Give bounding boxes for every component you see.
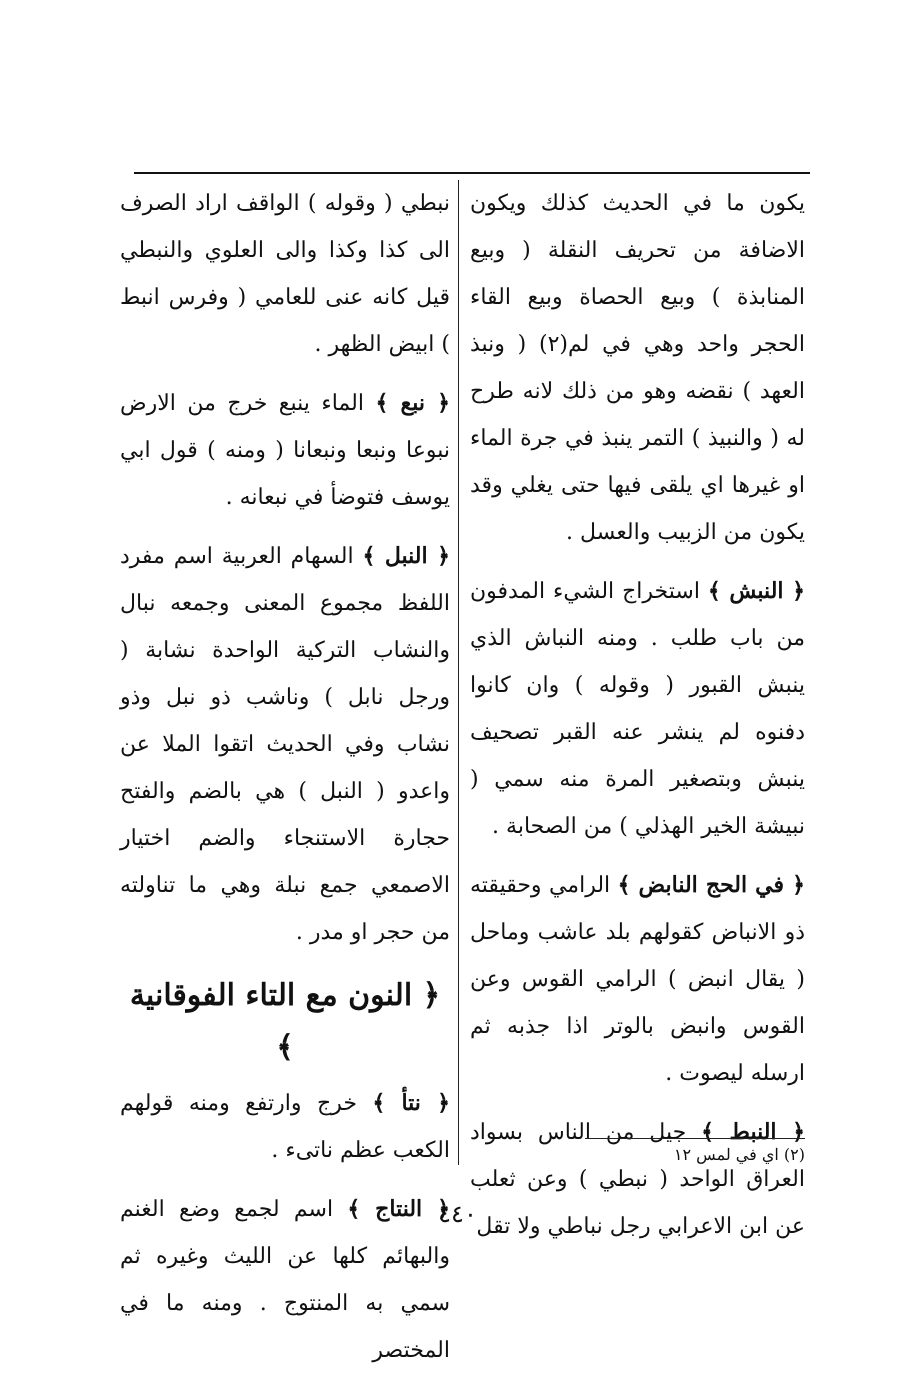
entry-paragraph <box>120 180 450 368</box>
entry-paragraph <box>120 1080 450 1174</box>
entry-headword: ﴿ في الحج النابض ﴾ <box>617 872 805 898</box>
section-heading: ﴿ النون مع التاء الفوقانية ﴾ <box>129 978 441 1065</box>
entry-text: الماء ينبع خرج من الارض نبوعا ونبعا ونبعانا ( ومنه ) قول ابي يوسف فتوضأ في نبعانه . <box>120 391 450 510</box>
column-divider <box>458 180 459 1165</box>
entry-headword: ﴿ النبش ﴾ <box>707 578 805 604</box>
entry-paragraph <box>120 380 450 521</box>
entry-paragraph <box>120 533 450 956</box>
entry-headword: ﴿ النتاج ﴾ <box>347 1196 450 1222</box>
entry-text: السهام العربية اسم مفرد اللفظ مجموع المعنى وجمعه نبال والنشاب التركية الواحدة نشابة ( ورجل نابل ) وناشب ذو نبل وذو نشاب وفي الحديث اتقوا الملا عن واعدو ( النبل ) هي بالضم والفتح حجارة الاستنجاء والضم اختيار الاصمعي جمع نبلة وهي ما تناولته من حجر او مدر . <box>120 544 450 945</box>
entry-text: يكون ما في الحديث كذلك ويكون الاضافة من تحريف النقلة ( وبيع المنابذة ) وبيع الحصاة وبيع القاء الحجر واحد وهي في لم(٢) ( ونبذ العهد ) نقضه وهو من ذلك لانه طرح له ( والنبيذ ) التمر ينبذ في جرة الماء او غيرها اي يلقى فيها حتى يغلي وقد يكون من الزبيب والعسل . <box>470 191 805 545</box>
entry-headword: ﴿ نبع ﴾ <box>375 390 450 416</box>
entry-text: اسم لجمع وضع الغنم والبهائم كلها عن الليث وغيره ثم سمي به المنتوج . ومنه ما في المختصر <box>120 1197 450 1363</box>
footnote: (٢) اي في لمس ١٢ <box>673 1145 805 1164</box>
header-rule <box>134 172 810 174</box>
right-column <box>470 180 805 1250</box>
entry-text: جيل من الناس بسواد العراق الواحد ( نبطي ) وعن ثعلب عن ابن الاعرابي رجل نباطي ولا تقل <box>470 1120 805 1239</box>
left-column <box>120 180 450 1374</box>
entry-text: نبطي ( وقوله ) الواقف اراد الصرف الى كذا وكذا والى العلوي والنبطي قيل كانه عنى للعامي ( وفرس انبط ) ابيض الظهر . <box>120 191 450 357</box>
footnote-rule <box>585 1138 805 1139</box>
entry-text: الرامي وحقيقته ذو الانباض كقولهم بلد عاشب وماحل ( يقال انبض ) الرامي القوس وعن القوس وانبض بالوتر اذا جذبه ثم ارسله ليصوت . <box>470 873 805 1086</box>
entry-paragraph <box>470 180 805 556</box>
entry-paragraph <box>470 862 805 1097</box>
entry-text: خرج وارتفع ومنه قولهم الكعب عظم ناتىء . <box>120 1091 450 1163</box>
entry-paragraph <box>470 1109 805 1250</box>
entry-paragraph <box>470 568 805 850</box>
entry-headword: ﴿ النبل ﴾ <box>362 543 450 569</box>
entry-text: استخراج الشيء المدفون من باب طلب . ومنه النباش الذي ينبش القبور ( وقوله ) وان كانوا دفنوه لم ينشر عنه القبر تصحيف ينبش وبتصغير المرة منه سمي ( نبيشة الخير الهذلي ) من الصحابة . <box>470 579 805 839</box>
page-number: ٤٤٠ <box>438 1200 477 1228</box>
entry-headword: ﴿ نتأ ﴾ <box>372 1090 450 1116</box>
entry-headword: ﴿ النبط ﴾ <box>701 1119 805 1145</box>
